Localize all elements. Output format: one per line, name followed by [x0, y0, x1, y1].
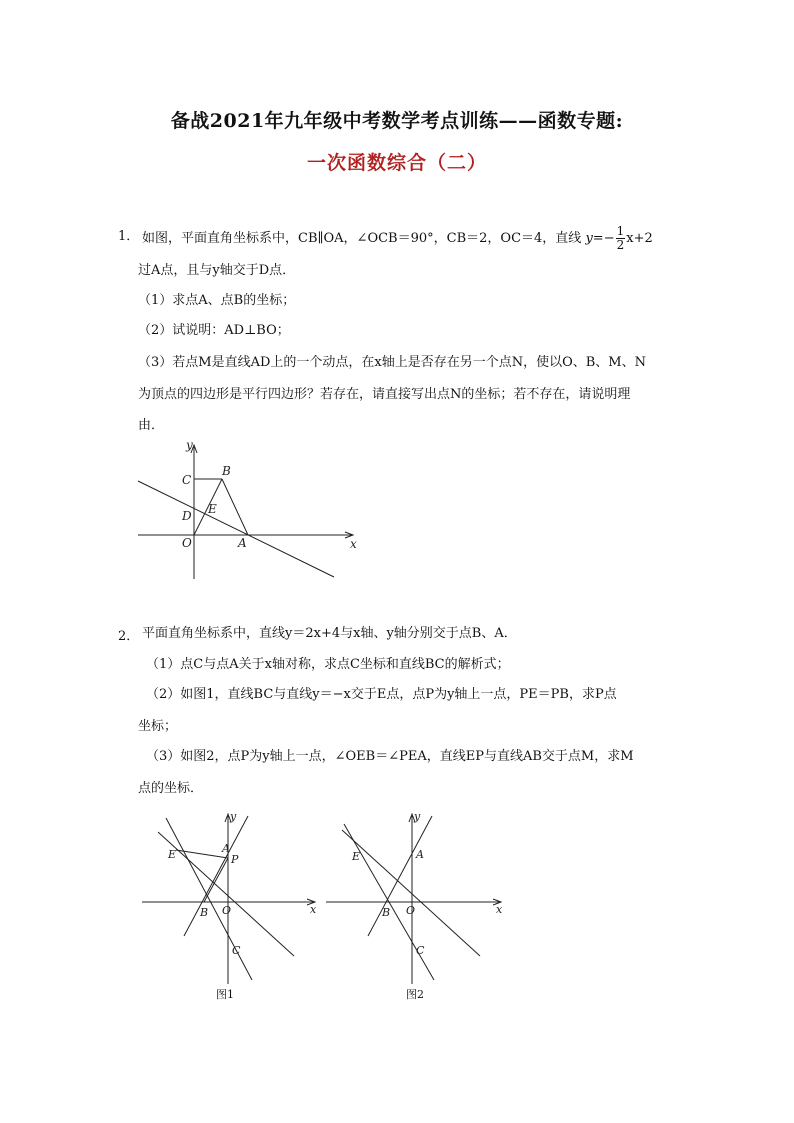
question-1-part-3-line-b: 为顶点的四边形是平行四边形？若存在，请直接写出点N的坐标；若不存在，请说明理	[138, 387, 631, 402]
q1-intro-text: 如图，平面直角坐标系中，CB∥OA，∠OCB＝90°，CB＝2，OC＝4，直线	[142, 231, 582, 246]
fig2-label-o: O	[406, 904, 416, 917]
fig1-line-ab	[184, 816, 248, 936]
fig2-label-y: y	[414, 810, 421, 823]
fig2-line-ab	[368, 816, 432, 936]
q1-line-ad	[138, 481, 334, 577]
question-2-figure-2	[322, 808, 512, 988]
q1-formula-fraction	[616, 225, 626, 252]
question-1-part-2: （2）试说明：AD⊥BO；	[138, 323, 290, 338]
fig1-label-a: A	[222, 842, 230, 855]
q1-label-x: x	[350, 537, 357, 551]
question-2-line-1: 平面直角坐标系中，直线y＝2x+4与x轴、y轴分别交于点B、A．	[142, 626, 517, 641]
q1-label-b: B	[222, 464, 231, 478]
question-2-part-3-line-a: （3）如图2，点P为y轴上一点，∠OEB＝∠PEA，直线EP与直线AB交于点M，求M	[146, 749, 634, 764]
q1-label-a: A	[238, 536, 247, 550]
q1-formula-tail: x+2	[626, 231, 653, 246]
fig1-label-y: y	[230, 810, 237, 823]
fig1-label-o: O	[222, 904, 232, 917]
q1-fraction-denominator: 2	[616, 238, 625, 252]
figure-1-caption: 图1	[216, 988, 234, 1001]
q1-label-c: C	[182, 473, 192, 487]
fig2-label-b: B	[382, 906, 391, 919]
question-1-line-1	[142, 225, 653, 252]
fig2-label-e: E	[352, 850, 361, 863]
question-1-part-3-line-a: （3）若点M是直线AD上的一个动点，在x轴上是否存在另一个点N，使以O、B、M、N	[138, 355, 646, 370]
question-1-number: 1．	[118, 229, 140, 244]
fig1-segment-pe	[176, 850, 228, 858]
question-1-part-3-line-c: 由．	[138, 418, 165, 433]
document-title: 备战2021年九年级中考数学考点训练——函数专题:	[170, 110, 624, 132]
q1-formula-minus: −	[603, 231, 615, 246]
question-2-number: 2．	[118, 629, 140, 644]
q1-label-e: E	[208, 502, 217, 516]
fig2-line-neg-x	[342, 830, 480, 956]
question-2-figure-1	[136, 808, 326, 988]
q1-label-o: O	[182, 536, 192, 550]
question-2-part-2-line-a: （2）如图1，直线BC与直线y＝−x交于E点，点P为y轴上一点，PE＝PB，求P点	[146, 687, 617, 702]
question-1-figure	[130, 435, 370, 585]
q1-formula-y: y=	[585, 231, 604, 246]
fig1-label-e: E	[168, 848, 177, 861]
fig1-label-x: x	[310, 903, 317, 916]
fig2-label-x: x	[496, 903, 503, 916]
question-1-line-2: 过A点，且与y轴交于D点．	[138, 263, 296, 278]
fig2-label-c: C	[416, 944, 425, 957]
q1-fraction-numerator: 1	[616, 224, 625, 238]
fig2-label-a: A	[416, 848, 424, 861]
fig1-label-c: C	[232, 944, 241, 957]
question-2-part-2-line-b: 坐标；	[138, 719, 178, 734]
fig1-label-b: B	[200, 906, 209, 919]
q1-label-y: y	[186, 438, 193, 452]
q1-label-d: D	[182, 509, 192, 523]
document-subtitle: 一次函数综合（二）	[306, 152, 487, 174]
question-2-part-1: （1）点C与点A关于x轴对称，求点C坐标和直线BC的解析式；	[146, 657, 510, 672]
q1-segment-ba	[222, 479, 248, 535]
fig1-segment-pb	[204, 858, 228, 902]
fig1-label-p: P	[231, 853, 239, 866]
figure-2-caption: 图2	[406, 988, 424, 1001]
question-1-part-1: （1）求点A、点B的坐标；	[138, 293, 296, 308]
question-2-part-3-line-b: 点的坐标．	[138, 781, 204, 796]
